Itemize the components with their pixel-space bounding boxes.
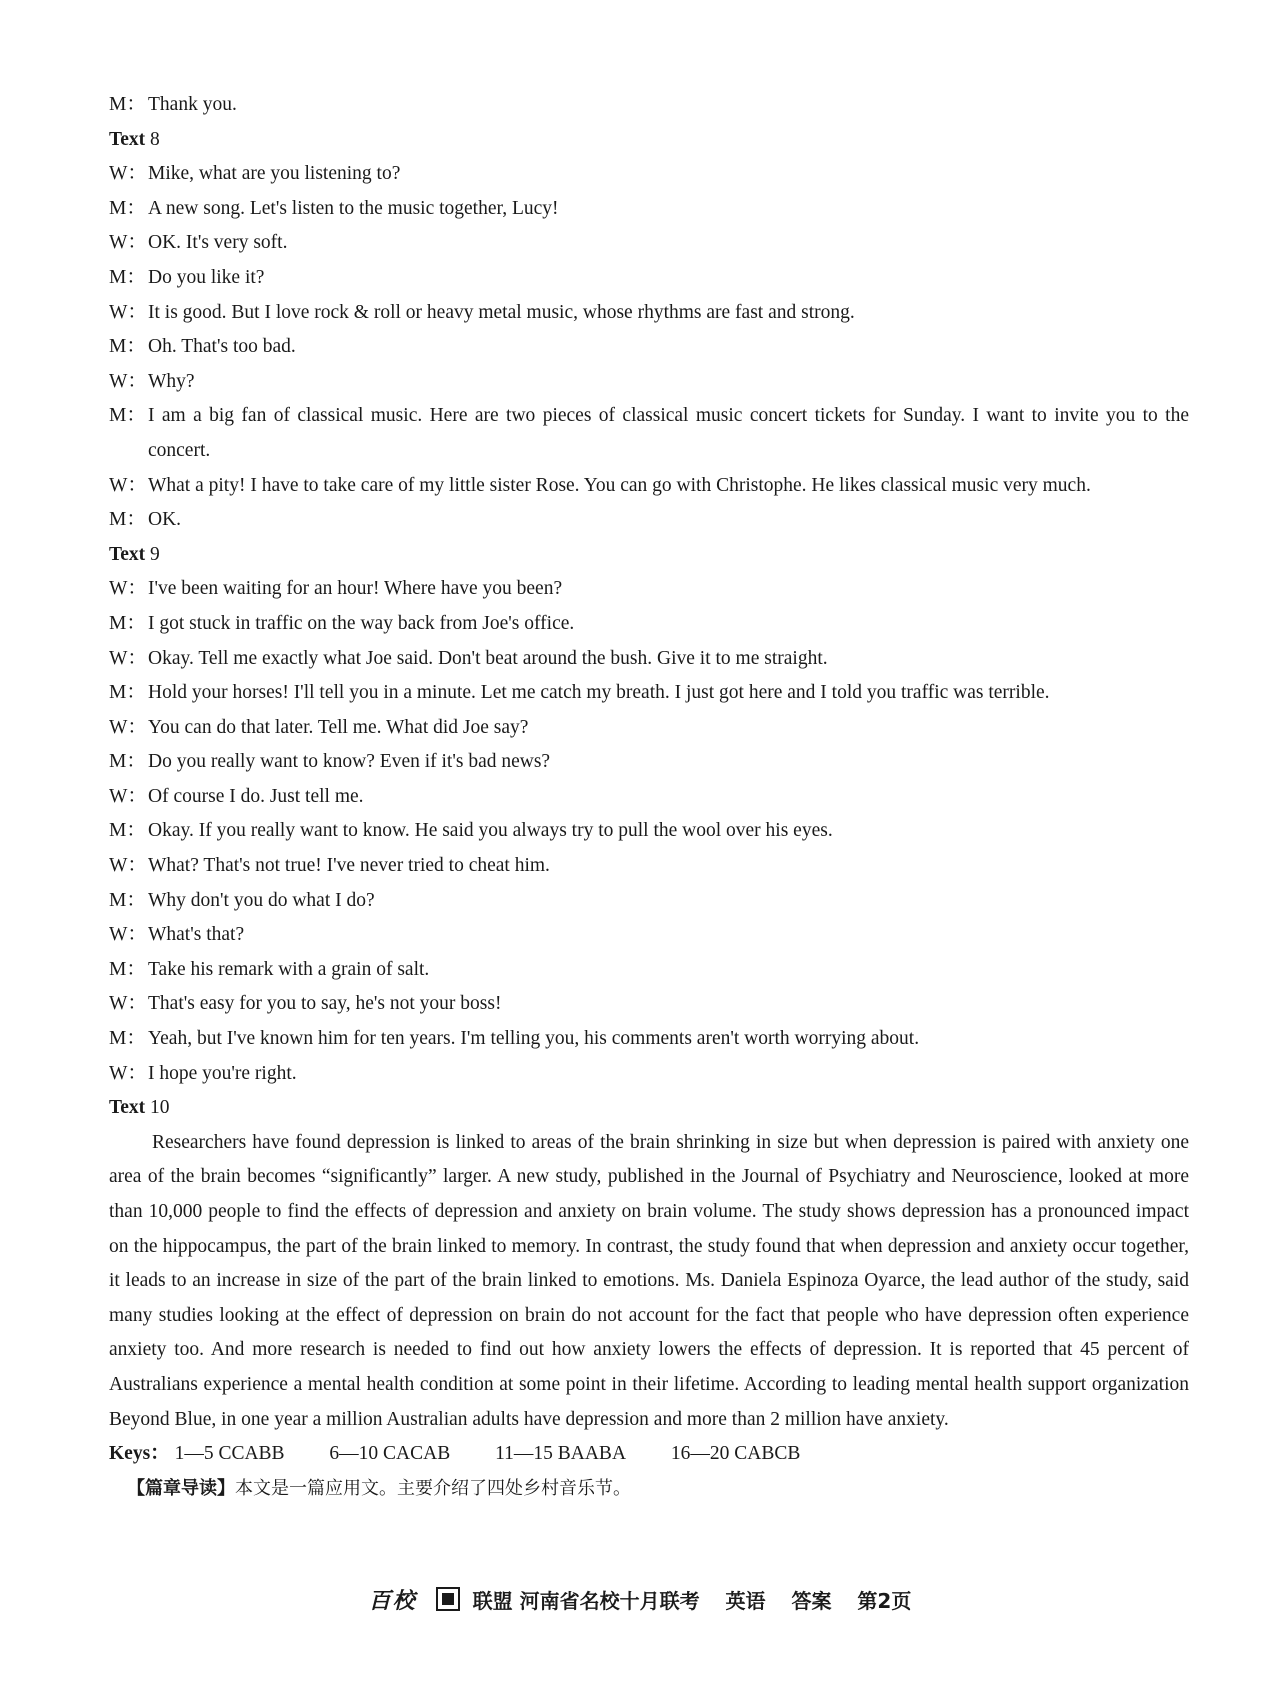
speaker-label: W： — [109, 716, 147, 738]
utterance-text: What's that? — [148, 924, 245, 946]
utterance-text: Do you like it? — [148, 266, 265, 288]
speaker-label: M： — [109, 266, 146, 288]
dialogue-line — [109, 849, 1189, 884]
utterance-text: Why don't you do what I do? — [148, 889, 375, 911]
speaker-label: M： — [109, 336, 146, 358]
answer-page — [109, 88, 1189, 1506]
utterance-text: That's easy for you to say, he's not your boss! — [148, 993, 502, 1015]
text10-paragraph: Researchers have found depression is linked to areas of the brain shrinking in size but when depression is paired with anxiety one area of the brain becomes “significantly” larger. A new study, published in the Journal of Psychiatry and Neuroscience, looked at more than 10,000 people to find the effects of depression and anxiety on brain volume. The study shows depression has a pronounced impact on the hippocampus, the part of the brain linked to memory. In contrast, the study found that when depression and anxiety occur together, it leads to an increase in size of the part of the brain linked to emotions. Ms. Daniela Espinoza Oyarce, the lead author of the study, said many studies looking at the effect of depression on brain do not account for the fact that people who have depression often experience anxiety too. And more research is needed to find out how anxiety lowers the effects of depression. It is reported that 45 percent of Australians experience a mental health condition at some point in their lifetime. According to leading mental health support organization Beyond Blue, in one year a million Australian adults have depression and more than 2 million have anxiety. — [109, 1131, 1189, 1430]
dialogue-text8 — [109, 157, 1189, 538]
utterance-text: Hold your horses! I'll tell you in a minute. Let me catch my breath. I just got here and I told you traffic was terrible. — [148, 682, 1050, 704]
utterance-text: I hope you're right. — [148, 1062, 297, 1084]
page-number: 第2页 — [857, 1589, 912, 1613]
utterance-text: I am a big fan of classical music. Here are two pieces of classical music concert tickets for Sunday. I want to invite you to the concert. — [148, 405, 1189, 461]
dialogue-line — [109, 572, 1189, 607]
utterance-text: It is good. But I love rock & roll or heavy metal music, whose rhythms are fast and strong. — [148, 301, 855, 323]
dialogue-line — [109, 884, 1189, 919]
utterance-text: OK. It's very soft. — [148, 232, 288, 254]
dialogue-line — [109, 226, 1189, 261]
speaker-label: M： — [109, 197, 146, 219]
keys-group-2: 6—10 CACAB — [329, 1443, 451, 1465]
dialogue-line — [109, 745, 1189, 780]
utterance-text: Oh. That's too bad. — [148, 336, 296, 358]
speaker-label: W： — [109, 1062, 147, 1084]
speaker-label: M： — [109, 94, 146, 115]
speaker-label: W： — [109, 647, 147, 669]
utterance-text: Of course I do. Just tell me. — [148, 785, 364, 807]
alliance-label: 联盟 — [472, 1589, 513, 1613]
speaker-label: W： — [109, 924, 147, 946]
dialogue-line — [109, 676, 1189, 711]
dialogue-text7-end — [109, 88, 1189, 123]
utterance-text: What? That's not true! I've never tried to cheat him. — [148, 855, 550, 877]
utterance-text: Why? — [148, 370, 195, 392]
speaker-label: W： — [109, 370, 147, 392]
dialogue-line — [109, 503, 1189, 538]
speaker-label: M： — [109, 1028, 146, 1050]
dialogue-line — [109, 711, 1189, 746]
speaker-label: W： — [109, 993, 147, 1015]
speaker-label: W： — [109, 232, 147, 254]
exam-title: 河南省名校十月联考 — [519, 1589, 700, 1613]
speaker-label: M： — [109, 405, 146, 427]
page-footer — [0, 1584, 1280, 1615]
chapter-intro: 【篇章导读】本文是一篇应用文。主要介绍了四处乡村音乐节。 — [127, 1477, 631, 1499]
keys-group-3: 11—15 BAABA — [495, 1443, 627, 1465]
dialogue-line — [109, 330, 1189, 365]
speaker-label: W： — [109, 163, 147, 185]
answer-label: 答案 — [791, 1589, 832, 1613]
dialogue-line — [109, 607, 1189, 642]
dialogue-line — [109, 469, 1189, 504]
text10-heading: Text 10 — [109, 1097, 170, 1119]
dialogue-line — [109, 918, 1189, 953]
text8-heading: Text 8 — [109, 128, 160, 150]
seal-icon — [436, 1587, 460, 1611]
dialogue-line — [109, 157, 1189, 192]
dialogue-line — [109, 261, 1189, 296]
utterance-text: OK. — [148, 509, 182, 531]
keys-group-4: 16—20 CABCB — [670, 1443, 801, 1465]
utterance-text: Do you really want to know? Even if it's bad news? — [148, 751, 551, 773]
utterance-text: Okay. Tell me exactly what Joe said. Don't beat around the bush. Give it to me straight. — [148, 647, 828, 669]
speaker-label: W： — [109, 301, 147, 323]
utterance-text: Thank you. — [148, 94, 237, 115]
utterance-text: Yeah, but I've known him for ten years. I'm telling you, his comments aren't worth worrying about. — [148, 1028, 920, 1050]
speaker-label: W： — [109, 474, 147, 496]
utterance-text: I got stuck in traffic on the way back from Joe's office. — [148, 612, 575, 634]
speaker-label: W： — [109, 578, 147, 600]
speaker-label: M： — [109, 612, 146, 634]
speaker-label: M： — [109, 820, 146, 842]
answer-keys: Keys： 1—5 CCABB 6—10 CACAB 11—15 BAABA 16—20 CABCB — [109, 1437, 1189, 1472]
speaker-label: W： — [109, 785, 147, 807]
utterance-text: Mike, what are you listening to? — [148, 163, 401, 185]
dialogue-line — [109, 814, 1189, 849]
utterance-text: Take his remark with a grain of salt. — [148, 958, 430, 980]
dialogue-line — [109, 399, 1189, 468]
speaker-label: W： — [109, 855, 147, 877]
speaker-label: M： — [109, 889, 146, 911]
dialogue-line — [109, 296, 1189, 331]
dialogue-line — [109, 1057, 1189, 1092]
dialogue-text9 — [109, 572, 1189, 1091]
dialogue-line — [109, 780, 1189, 815]
subject-label: 英语 — [725, 1589, 766, 1613]
dialogue-line — [109, 365, 1189, 400]
dialogue-line — [109, 987, 1189, 1022]
dialogue-line — [109, 953, 1189, 988]
utterance-text: Okay. If you really want to know. He said you always try to pull the wool over his eyes. — [148, 820, 833, 842]
keys-group-1: 1—5 CCABB — [174, 1443, 285, 1465]
dialogue-line — [109, 88, 1189, 123]
utterance-text: I've been waiting for an hour! Where have you been? — [148, 578, 563, 600]
dialogue-line — [109, 192, 1189, 227]
speaker-label: M： — [109, 958, 146, 980]
utterance-text: What a pity! I have to take care of my little sister Rose. You can go with Christophe. He likes classical music very much. — [148, 474, 1091, 496]
dialogue-line — [109, 1022, 1189, 1057]
utterance-text: A new song. Let's listen to the music together, Lucy! — [148, 197, 559, 219]
utterance-text: You can do that later. Tell me. What did Joe say? — [148, 716, 529, 738]
logo: 百校 — [368, 1588, 417, 1614]
speaker-label: M： — [109, 682, 146, 704]
speaker-label: M： — [109, 509, 146, 531]
dialogue-line — [109, 642, 1189, 677]
text9-heading: Text 9 — [109, 543, 160, 565]
speaker-label: M： — [109, 751, 146, 773]
